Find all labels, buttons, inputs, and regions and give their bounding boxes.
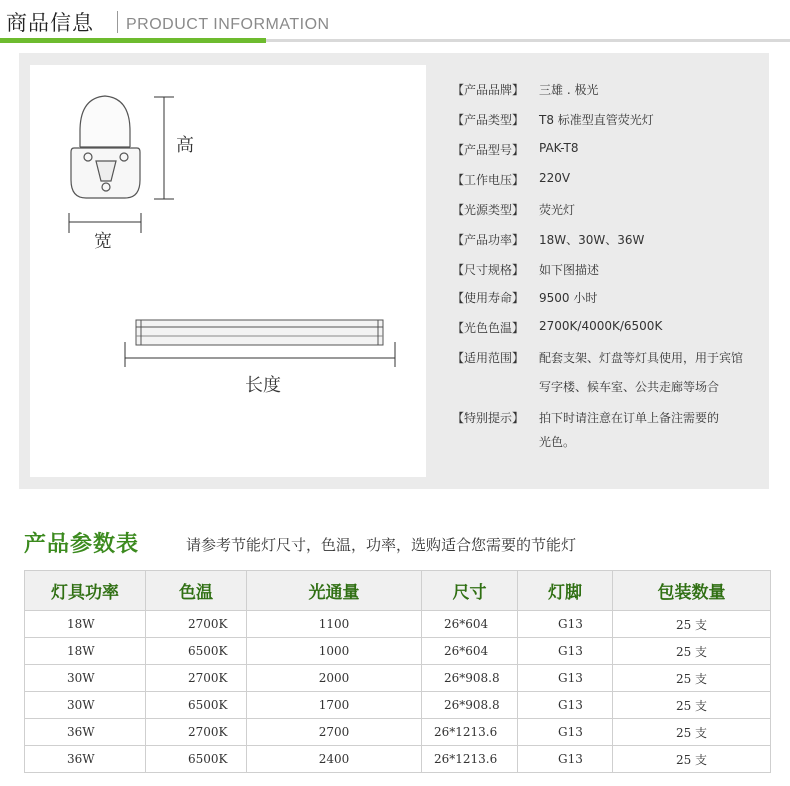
column-header: 灯具功率 xyxy=(25,571,146,611)
table-cell: 2400 xyxy=(247,746,422,773)
table-cell: G13 xyxy=(518,692,613,719)
table-cell: G13 xyxy=(518,746,613,773)
table-cell: 6500K xyxy=(146,692,247,719)
table-cell: 25 支 xyxy=(613,746,771,773)
table-cell: 2700 xyxy=(247,719,422,746)
table-row xyxy=(25,692,771,719)
table-cell: 25 支 xyxy=(613,665,771,692)
table-row xyxy=(25,665,771,692)
params-subtitle: 请参考节能灯尺寸，色温，功率，选购适合您需要的节能灯 xyxy=(186,536,577,554)
length-label: 长度 xyxy=(245,375,281,396)
section-title: 商品信息 xyxy=(6,11,94,35)
lamp-side-view xyxy=(136,320,383,345)
table-row xyxy=(25,746,771,773)
spec-value: 三雄 . 极光 xyxy=(539,83,599,97)
spec-key: 【使用寿命】 xyxy=(452,291,525,305)
table-cell: 18W xyxy=(25,611,146,638)
width-dimension xyxy=(69,213,141,233)
table-cell: G13 xyxy=(518,665,613,692)
spec-value: 如下图描述 xyxy=(539,263,600,277)
length-dimension xyxy=(125,342,395,367)
spec-key: 【产品功率】 xyxy=(452,233,525,247)
spec-key: 【适用范围】 xyxy=(452,351,525,365)
table-cell: G13 xyxy=(518,638,613,665)
table-cell: 25 支 xyxy=(613,719,771,746)
params-table xyxy=(24,570,771,773)
spec-value-continued: 光色。 xyxy=(539,435,576,449)
spec-key: 【特别提示】 xyxy=(452,411,525,425)
table-cell: 6500K xyxy=(146,638,247,665)
table-cell: G13 xyxy=(518,611,613,638)
spec-value: 2700K/4000K/6500K xyxy=(539,319,663,333)
spec-value: PAK-T8 xyxy=(539,141,579,155)
table-cell: 25 支 xyxy=(613,692,771,719)
table-cell: 25 支 xyxy=(613,638,771,665)
spec-value: 配套支架、灯盘等灯具使用，用于宾馆 xyxy=(539,351,744,365)
table-header-row xyxy=(25,571,771,611)
params-title: 产品参数表 xyxy=(24,532,140,557)
spec-key: 【光色色温】 xyxy=(452,321,525,335)
table-cell: 2700K xyxy=(146,611,247,638)
spec-key: 【产品型号】 xyxy=(452,143,525,157)
spec-value: 拍下时请注意在订单上备注需要的 xyxy=(539,411,720,425)
spec-key: 【产品类型】 xyxy=(452,113,525,127)
height-dimension xyxy=(154,97,174,199)
column-header: 包装数量 xyxy=(613,571,771,611)
table-cell: 26*1213.6 xyxy=(422,719,518,746)
table-row xyxy=(25,638,771,665)
spec-value: 荧光灯 xyxy=(539,203,576,217)
table-cell: 18W xyxy=(25,638,146,665)
table-cell: 25 支 xyxy=(613,611,771,638)
spec-value: T8 标准型直管荧光灯 xyxy=(539,113,654,127)
lamp-holder-end-view xyxy=(71,96,140,198)
dimension-drawing xyxy=(30,65,426,477)
lamp-dimension-svg xyxy=(30,65,426,477)
spec-key: 【光源类型】 xyxy=(452,203,525,217)
table-cell: 1100 xyxy=(247,611,422,638)
product-info-panel xyxy=(19,53,769,489)
spec-value: 18W、30W、36W xyxy=(539,233,645,247)
table-cell: 26*604 xyxy=(422,638,518,665)
table-row xyxy=(25,611,771,638)
spec-value-continued: 写字楼、候车室、公共走廊等场合 xyxy=(539,380,720,394)
table-cell: 26*1213.6 xyxy=(422,746,518,773)
table-cell: 26*908.8 xyxy=(422,665,518,692)
spec-value: 220V xyxy=(539,171,571,185)
title-separator xyxy=(117,11,118,33)
table-cell: 1000 xyxy=(247,638,422,665)
table-cell: 2000 xyxy=(247,665,422,692)
table-cell: 1700 xyxy=(247,692,422,719)
column-header: 光通量 xyxy=(247,571,422,611)
table-cell: 36W xyxy=(25,719,146,746)
column-header: 尺寸 xyxy=(422,571,518,611)
spec-key: 【尺寸规格】 xyxy=(452,263,525,277)
spec-key: 【产品品牌】 xyxy=(452,83,525,97)
table-cell: 6500K xyxy=(146,746,247,773)
table-cell: 26*604 xyxy=(422,611,518,638)
section-header xyxy=(0,0,790,44)
table-cell: 2700K xyxy=(146,719,247,746)
table-cell: 30W xyxy=(25,665,146,692)
table-row xyxy=(25,719,771,746)
height-label: 高 xyxy=(176,135,194,156)
spec-value: 9500 小时 xyxy=(539,291,598,305)
column-header: 色温 xyxy=(146,571,247,611)
table-cell: G13 xyxy=(518,719,613,746)
width-label: 宽 xyxy=(94,231,112,252)
spec-key: 【工作电压】 xyxy=(452,173,525,187)
table-cell: 26*908.8 xyxy=(422,692,518,719)
table-cell: 2700K xyxy=(146,665,247,692)
table-cell: 30W xyxy=(25,692,146,719)
column-header: 灯脚 xyxy=(518,571,613,611)
section-title-en: PRODUCT INFORMATION xyxy=(126,16,330,33)
table-cell: 36W xyxy=(25,746,146,773)
header-accent-rule xyxy=(0,38,266,43)
